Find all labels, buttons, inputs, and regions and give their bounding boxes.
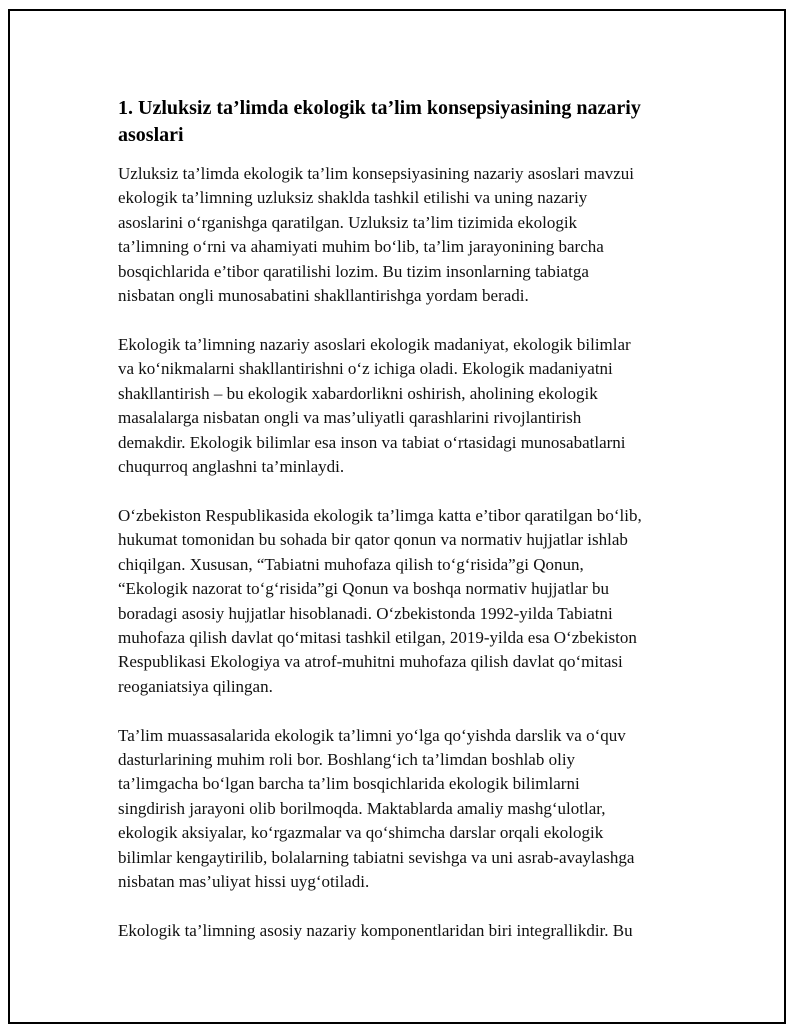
paragraph-5: Ekologik ta’limning asosiy nazariy komponentlaridan biri integrallikdir. Bu [118, 920, 633, 940]
document-content [118, 95, 703, 968]
paragraph-1: Uzluksiz ta’limda ekologik ta’lim konsepsiyasining nazariy asoslari mavzui ekologik ta’limning uzluksiz shaklda tashkil etilishi va uning nazariy asoslarini o‘rganishga qaratilgan. Uzluksiz ta’lim tizimida ekologik ta’limning o‘rni va ahamiyati muhim bo‘lib, ta’lim jarayonining barcha bosqichlarida e’tibor qaratilishi lozim. Bu tizim insonlarning tabiatga nisbatan ongli munosabatini shakllantirishga yordam beradi. [118, 164, 635, 306]
paragraph-2: Ekologik ta’limning nazariy asoslari ekologik madaniyat, ekologik bilimlar va ko‘nikmalarni shakllantirishni o‘z ichiga oladi. Ekologik madaniyatni shakllantirish – bu ekologik xabardorlikni oshirish, aholining ekologik masalalarga nisbatan ongli va mas’uliyatli qarashlarini rivojlantirish demakdir. Ekologik bilimlar esa inson va tabiat o‘rtasidagi munosabatlarni chuqurroq anglashni ta’minlaydi. [118, 334, 631, 476]
document-page [8, 9, 786, 1024]
section-title: 1. Uzluksiz ta’limda ekologik ta’lim konsepsiyasining nazariy asoslari [118, 97, 641, 146]
paragraph-3: O‘zbekiston Respublikasida ekologik ta’limga katta e’tibor qaratilgan bo‘lib, hukumat tomonidan bu sohada bir qator qonun va normativ hujjatlar ishlab chiqilgan. Xususan, “Tabiatni muhofaza qilish to‘g‘risida”gi Qonun, “Ekologik nazorat to‘g‘risida”gi Qonun va boshqa normativ hujjatlar bu boradagi asosiy hujjatlar hisoblanadi. O‘zbekistonda 1992-yilda Tabiatni muhofaza qilish davlat qo‘mitasi tashkil etilgan, 2019-yilda esa O‘zbekiston Respublikasi Ekologiya va atrof-muhitni muhofaza qilish davlat qo‘mitasi reoganiatsiya qilingan. [118, 505, 642, 696]
paragraph-4: Ta’lim muassasalarida ekologik ta’limni yo‘lga qo‘yishda darslik va o‘quv dasturlarining muhim roli bor. Boshlang‘ich ta’limdan boshlab oliy ta’limgacha bo‘lgan barcha ta’lim bosqichlarida ekologik bilimlarni singdirish jarayoni olib borilmoqda. Maktablarda amaliy mashg‘ulotlar, ekologik aksiyalar, ko‘rgazmalar va qo‘shimcha darslar orqali ekologik bilimlar kengaytirilib, bolalarning tabiatni sevishga va uni asrab-avaylashga nisbatan mas’uliyat hissi uyg‘otiladi. [118, 725, 635, 892]
